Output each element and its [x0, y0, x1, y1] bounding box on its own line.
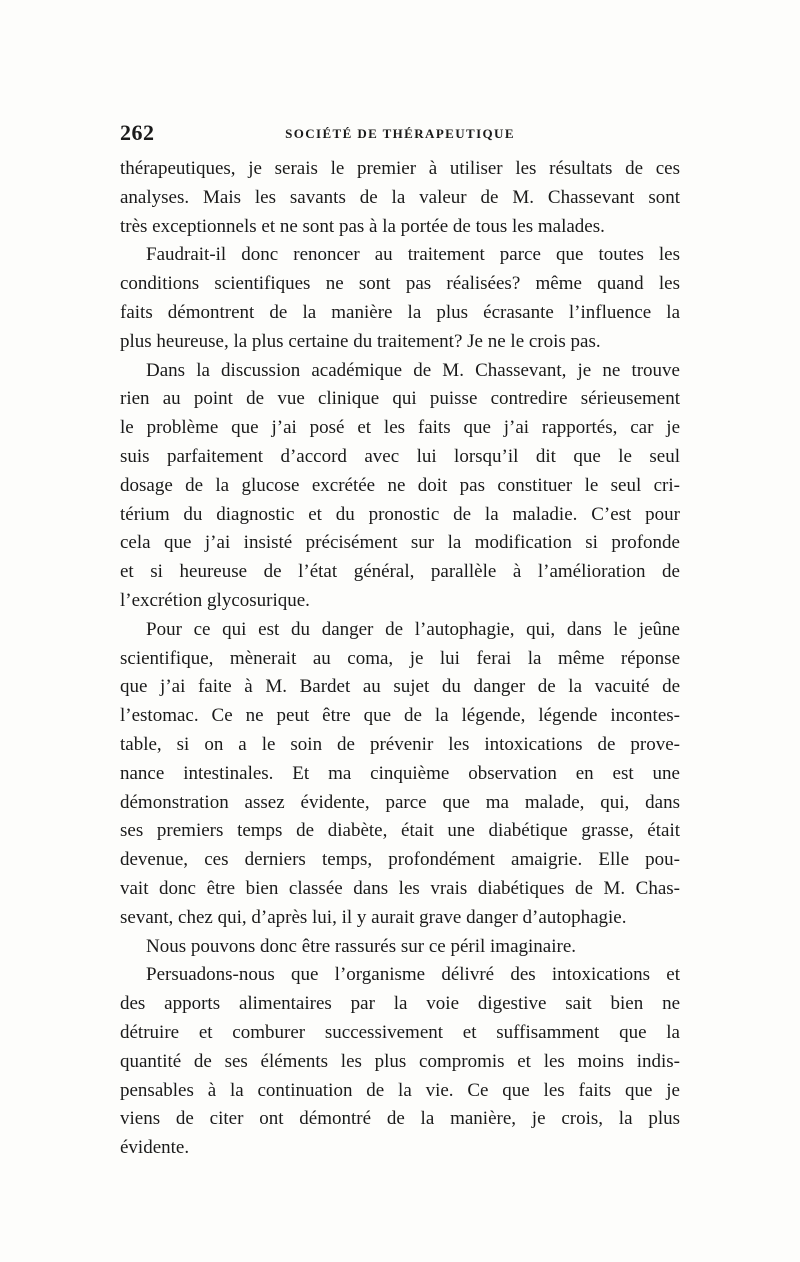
- text-line: Faudrait-il donc renoncer au traitement parce que toutes les: [146, 244, 680, 266]
- text-line: Persuadons-nous que l’organisme délivré des intoxications et: [146, 964, 680, 986]
- text-line: Pour ce qui est du danger de l’autophagie, qui, dans le jeûne: [146, 618, 680, 640]
- page-header: [120, 120, 680, 150]
- body-text: [120, 155, 680, 1163]
- text-line: Nous pouvons donc être rassurés sur ce péril imaginaire.: [146, 935, 577, 957]
- text-line: conditions scientifiques ne sont pas réalisées? même quand les: [120, 273, 680, 295]
- text-line: devenue, ces derniers temps, profondément amaigrie. Elle pou-: [120, 849, 680, 871]
- text-line: ses premiers temps de diabète, était une diabétique grasse, était: [120, 820, 680, 842]
- text-line: table, si on a le soin de prévenir les intoxications de prove-: [120, 733, 680, 755]
- text-line: Dans la discussion académique de M. Chassevant, je ne trouve: [146, 359, 680, 381]
- text-line: pensables à la continuation de la vie. Ce que les faits que je: [120, 1079, 680, 1101]
- text-line: des apports alimentaires par la voie digestive sait bien ne: [120, 993, 680, 1015]
- text-line: et si heureuse de l’état général, parallèle à l’amélioration de: [120, 561, 680, 583]
- text-line: plus heureuse, la plus certaine du traitement? Je ne le crois pas.: [120, 330, 601, 352]
- text-line: quantité de ses éléments les plus compromis et les moins indis-: [120, 1050, 680, 1072]
- text-line: le problème que j’ai posé et les faits que j’ai rapportés, car je: [120, 417, 680, 439]
- text-line: détruire et comburer successivement et suffisamment que la: [120, 1021, 680, 1043]
- text-line: évidente.: [120, 1137, 190, 1159]
- text-line: analyses. Mais les savants de la valeur de M. Chassevant sont: [120, 186, 680, 208]
- running-head: SOCIÉTÉ DE THÉRAPEUTIQUE: [285, 126, 515, 141]
- text-line: très exceptionnels et ne sont pas à la portée de tous les malades.: [120, 215, 605, 237]
- text-line: faits démontrent de la manière la plus écrasante l’influence la: [120, 301, 680, 323]
- text-line: suis parfaitement d’accord avec lui lorsqu’il dit que le seul: [120, 445, 680, 467]
- text-line: térium du diagnostic et du pronostic de la maladie. C’est pour: [120, 503, 680, 525]
- text-line: thérapeutiques, je serais le premier à utiliser les résultats de ces: [120, 158, 680, 179]
- text-line: vait donc être bien classée dans les vrais diabétiques de M. Chas-: [120, 877, 680, 899]
- text-line: nance intestinales. Et ma cinquième observation en est une: [120, 762, 680, 784]
- text-line: scientifique, mènerait au coma, je lui ferai la même réponse: [120, 647, 680, 669]
- text-line: que j’ai faite à M. Bardet au sujet du danger de la vacuité de: [120, 676, 680, 698]
- text-line: l’excrétion glycosurique.: [120, 589, 310, 611]
- text-line: cela que j’ai insisté précisément sur la modification si profonde: [120, 532, 680, 554]
- text-line: sevant, chez qui, d’après lui, il y aurait grave danger d’autophagie.: [120, 906, 627, 928]
- text-line: rien au point de vue clinique qui puisse contredire sérieusement: [120, 388, 680, 410]
- page-number: 262: [120, 120, 155, 145]
- text-line: viens de citer ont démontré de la manière, je crois, la plus: [120, 1108, 680, 1130]
- text-line: démonstration assez évidente, parce que ma malade, qui, dans: [120, 791, 680, 813]
- text-line: dosage de la glucose excrétée ne doit pas constituer le seul cri-: [120, 474, 680, 496]
- text-line: l’estomac. Ce ne peut être que de la légende, légende incontes-: [120, 705, 680, 727]
